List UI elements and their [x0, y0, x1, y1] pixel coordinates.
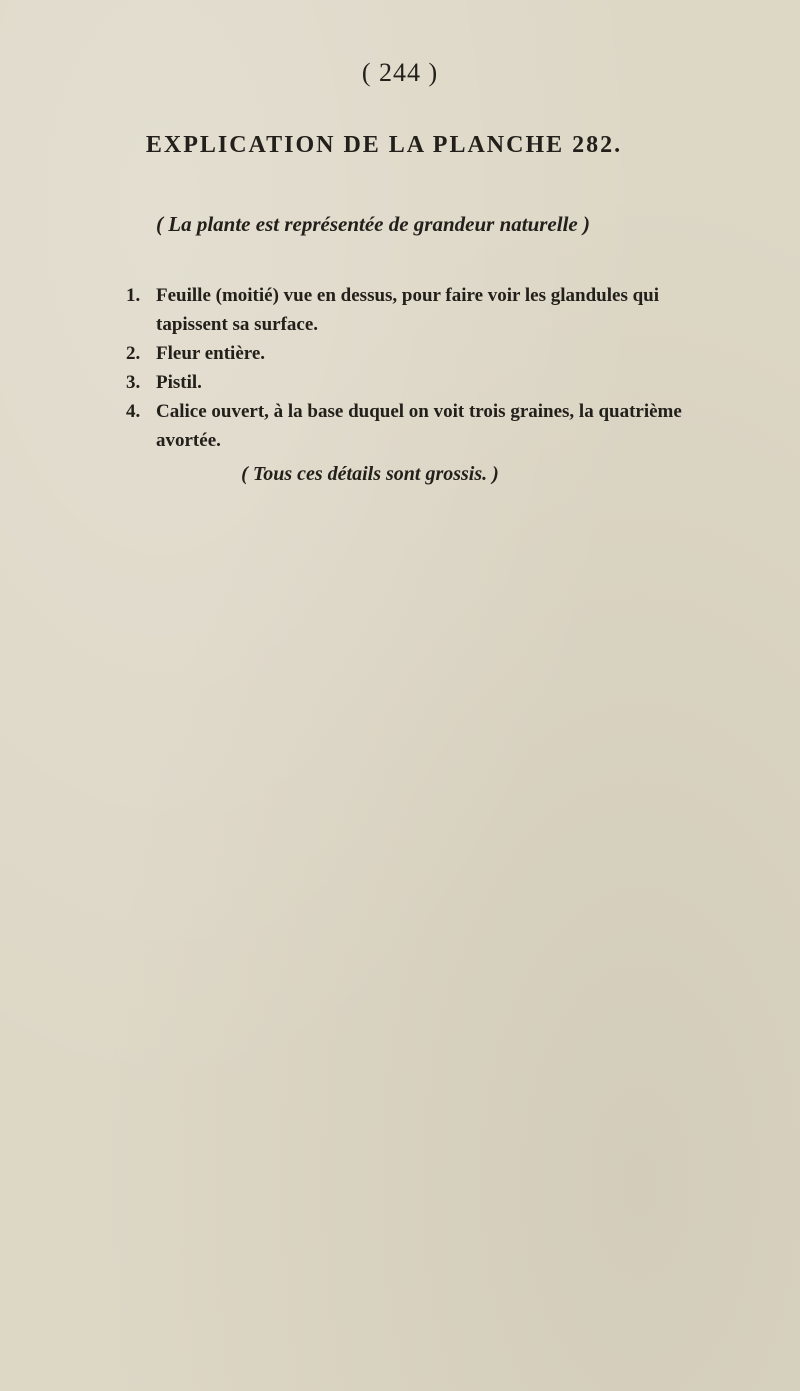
legend-text: Pistil. [156, 372, 202, 393]
legend-item-2 [126, 339, 716, 368]
legend-item-1 [126, 281, 716, 339]
details-note: ( Tous ces détails sont grossis. ) [241, 463, 499, 485]
figure-legend [126, 281, 716, 455]
page-number: ( 244 ) [361, 58, 439, 87]
legend-number: 3. [126, 372, 141, 393]
legend-item-4 [126, 397, 716, 455]
legend-number: 2. [126, 343, 141, 364]
page-subtitle: ( La plante est représentée de grandeur naturelle ) [156, 212, 590, 236]
legend-text: Feuille (moitié) vue en dessus, pour faire voir les glandules qui tapissent sa surface. [156, 285, 659, 335]
legend-number: 1. [126, 285, 141, 306]
legend-text: Calice ouvert, à la base duquel on voit trois graines, la quatrième avortée. [156, 401, 682, 451]
legend-number: 4. [126, 401, 141, 422]
page-title: EXPLICATION DE LA PLANCHE 282. [145, 132, 623, 158]
legend-text: Fleur entière. [156, 343, 266, 364]
legend-item-3 [126, 368, 716, 397]
